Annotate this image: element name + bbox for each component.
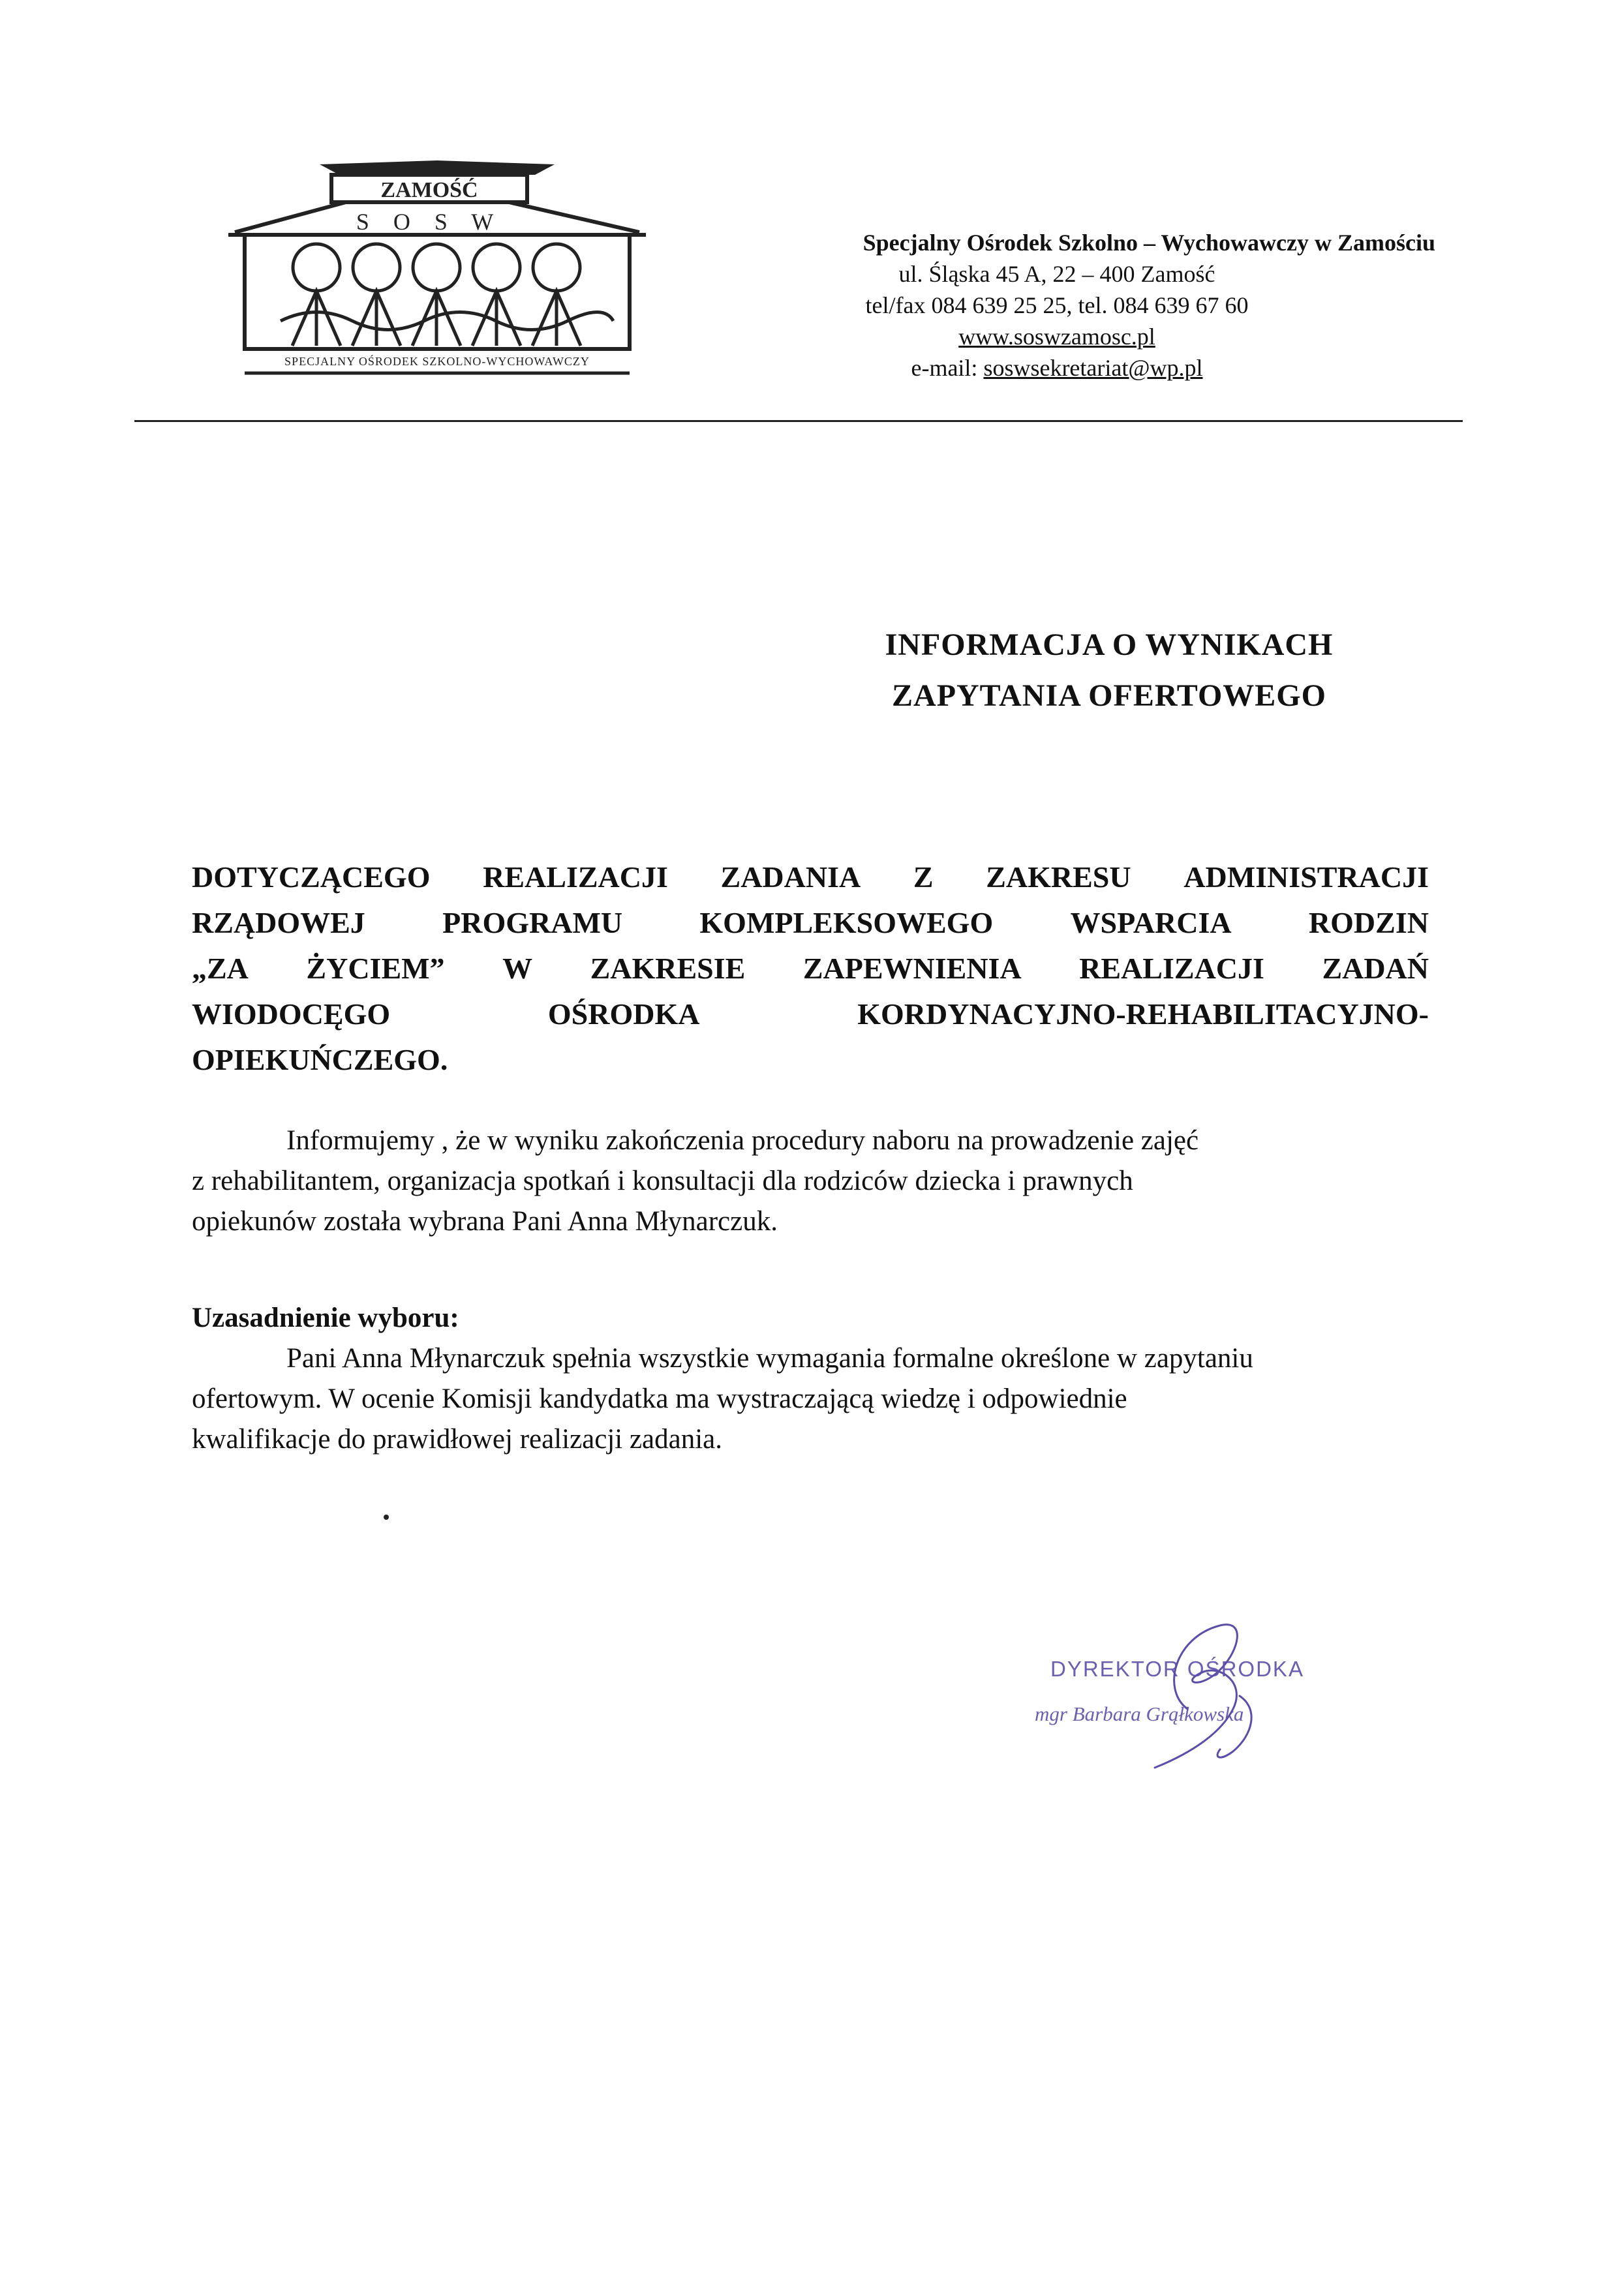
- org-email-line: [679, 352, 1435, 384]
- subject-word: ZAKRESU: [986, 860, 1131, 894]
- title-line-1: INFORMACJA O WYNIKACH: [885, 627, 1334, 662]
- subject-word: ADMINISTRACJI: [1183, 860, 1429, 894]
- logo-top-text: ZAMOŚĆ: [380, 178, 478, 202]
- logo-middle-text: S O S W: [356, 209, 503, 235]
- org-name: Specjalny Ośrodek Szkolno – Wychowawczy w Zamościu: [862, 230, 1435, 256]
- reason-heading: Uzasadnienie wyboru:: [192, 1303, 459, 1333]
- org-email-link[interactable]: soswsekretariat@wp.pl: [983, 355, 1203, 381]
- subject-word: PROGRAMU: [442, 906, 623, 939]
- letterhead-contact: [679, 227, 1435, 384]
- subject-word: ŻYCIEM”: [306, 952, 445, 985]
- handwritten-signature: [1024, 1611, 1390, 1781]
- subject-word: RODZIN: [1308, 906, 1429, 939]
- logo-bottom-text: SPECJALNY OŚRODEK SZKOLNO-WYCHOWAWCZY: [284, 355, 590, 368]
- document-title: [783, 620, 1435, 721]
- subject-word: OŚRODKA: [547, 997, 700, 1031]
- subject-line-2: [192, 900, 1429, 946]
- org-phones: tel/fax 084 639 25 25, tel. 084 639 67 60: [865, 292, 1249, 318]
- scan-speck: [384, 1515, 389, 1520]
- email-label: e-mail:: [911, 355, 984, 381]
- subject-word: Z: [913, 860, 934, 894]
- info-line-2: z rehabilitantem, organizacja spotkań i konsultacji dla rodziców dziecka i prawnych: [192, 1166, 1133, 1196]
- director-stamp: [1024, 1611, 1390, 1781]
- stamp-title: DYREKTOR OŚRODKA: [1050, 1657, 1304, 1681]
- subject-word: REALIZACJI: [1079, 952, 1264, 985]
- reason-line-2: ofertowym. W ocenie Komisji kandydatka ma wystraczającą wiedzę i odpowiednie: [192, 1383, 1127, 1414]
- subject-word: REALIZACJI: [483, 860, 668, 894]
- org-address: ul. Śląska 45 A, 22 – 400 Zamość: [898, 261, 1215, 287]
- subject-line-3: [192, 946, 1429, 991]
- info-line-1: Informujemy , że w wyniku zakończenia procedury naboru na prowadzenie zajęć: [286, 1125, 1199, 1156]
- reason-line-1: Pani Anna Młynarczuk spełnia wszystkie wymagania formalne określone w zapytaniu: [286, 1343, 1253, 1374]
- info-line-3: opiekunów została wybrana Pani Anna Młynarczuk.: [192, 1206, 778, 1237]
- subject-line-5: OPIEKUŃCZEGO.: [192, 1043, 448, 1076]
- subject-line-4: [192, 991, 1429, 1037]
- info-paragraph: [192, 1121, 1431, 1242]
- subject-word: W: [502, 952, 533, 985]
- subject-line-1: [192, 854, 1429, 900]
- subject-word: KOMPLEKSOWEGO: [699, 906, 994, 939]
- org-website-link[interactable]: www.soswzamosc.pl: [958, 324, 1155, 350]
- header-divider: [134, 420, 1463, 422]
- subject-word: WSPARCIA: [1070, 906, 1232, 939]
- subject-word: ZAPEWNIENIA: [802, 952, 1022, 985]
- subject-word: DOTYCZĄCEGO: [192, 860, 431, 894]
- reason-paragraph: [192, 1338, 1431, 1460]
- subject-word: ZADANIA: [720, 860, 861, 894]
- subject-word: RZĄDOWEJ: [192, 906, 365, 939]
- reason-line-3: kwalifikacje do prawidłowej realizacji zadania.: [192, 1424, 723, 1455]
- subject-block: [192, 854, 1429, 1083]
- subject-word: ZADAŃ: [1322, 952, 1429, 985]
- stamp-name: mgr Barbara Grąłkowska: [1035, 1702, 1244, 1725]
- title-line-2: ZAPYTANIA OFERTOWEGO: [892, 678, 1326, 713]
- subject-word: KORDYNACYJNO-REHABILITACYJNO-: [857, 997, 1429, 1031]
- subject-word: ZAKRESIE: [590, 952, 746, 985]
- school-logo: [222, 150, 652, 385]
- subject-word: „ZA: [192, 952, 249, 985]
- subject-word: WIODOCĘGO: [192, 997, 391, 1031]
